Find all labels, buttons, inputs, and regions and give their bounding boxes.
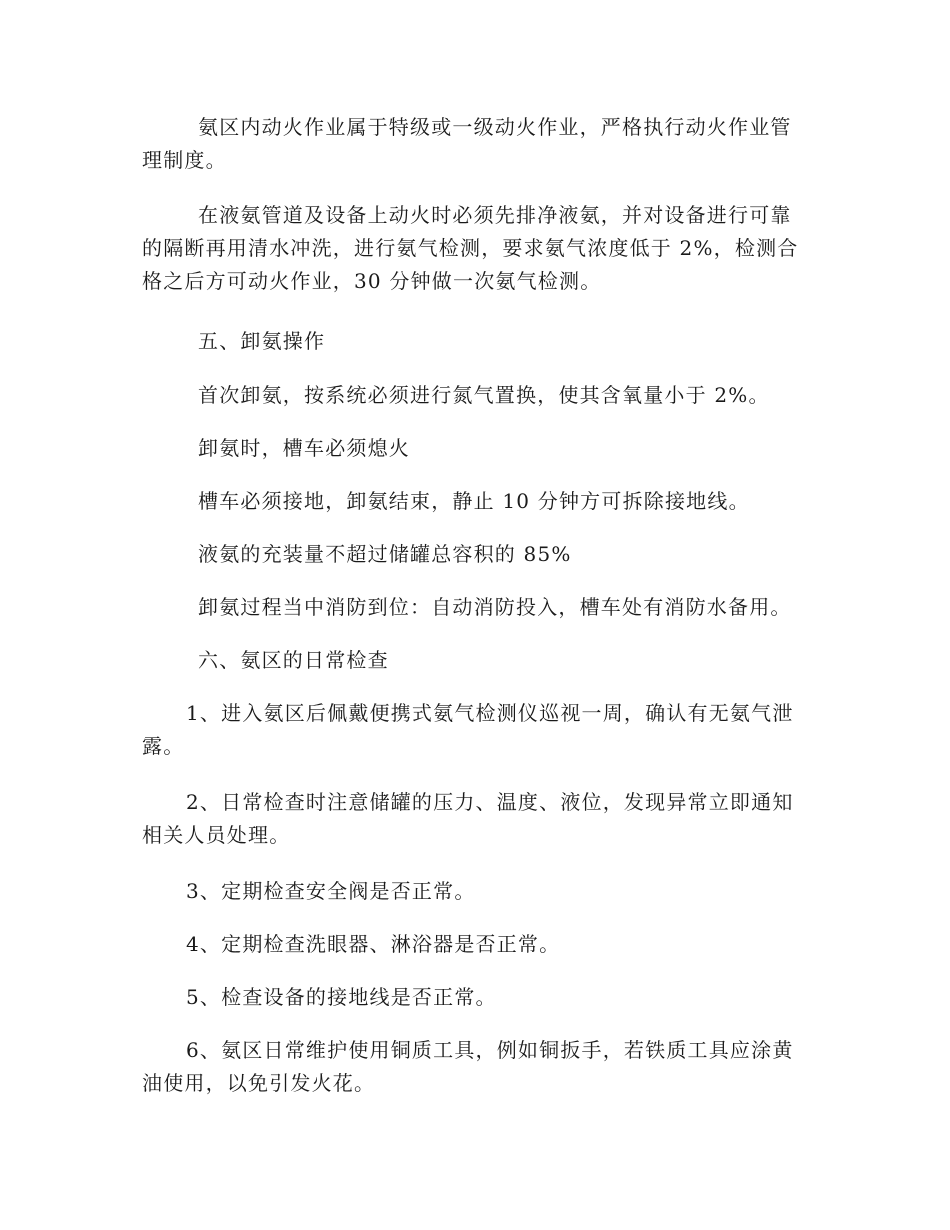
text-line: 卸氨时，槽车必须熄火 (198, 436, 410, 460)
text-line: 格之后方可动火作业，30 分钟做一次氨气检测。 (142, 269, 602, 293)
text-line: 首次卸氨，按系统必须进行氮气置换，使其含氧量小于 2%。 (198, 383, 770, 407)
list-item-5 (142, 981, 810, 1014)
text-line: 卸氨过程当中消防到位：自动消防投入，槽车处有消防水备用。 (198, 595, 792, 619)
section-heading-unloading (142, 325, 810, 358)
paragraph-grounding (142, 485, 810, 518)
text-line: 氨区内动火作业属于特级或一级动火作业，严格执行动火作业管 (198, 115, 792, 139)
text-line: 4、定期检查洗眼器、淋浴器是否正常。 (186, 932, 561, 956)
list-item-6 (142, 1034, 810, 1100)
section-heading: 五、卸氨操作 (198, 329, 326, 353)
paragraph-engine-off (142, 432, 810, 465)
text-line: 5、检查设备的接地线是否正常。 (186, 985, 497, 1009)
text-line: 槽车必须接地，卸氨结束，静止 10 分钟方可拆除接地线。 (198, 489, 750, 513)
text-line: 1、进入氨区后佩戴便携式氨气检测仪巡视一周，确认有无氨气泄 (186, 701, 794, 725)
text-line: 的隔断再用清水冲洗，进行氨气检测，要求氨气浓度低于 2%，检测合 (142, 236, 799, 260)
text-line: 露。 (142, 734, 185, 758)
paragraph-hot-work-level (142, 111, 810, 177)
section-heading-daily-inspection (142, 644, 810, 677)
text-line: 理制度。 (142, 148, 227, 172)
paragraph-hot-work-procedure (142, 199, 810, 298)
text-line: 相关人员处理。 (142, 823, 291, 847)
text-line: 液氨的充装量不超过储罐总容积的 85% (198, 542, 572, 566)
text-line: 3、定期检查安全阀是否正常。 (186, 879, 476, 903)
list-item-4 (142, 928, 810, 961)
paragraph-fill-limit (142, 538, 810, 571)
list-item-1 (142, 697, 810, 763)
paragraph-fire-protection (142, 591, 810, 624)
paragraph-first-unloading (142, 379, 810, 412)
text-line: 在液氨管道及设备上动火时必须先排净液氨，并对设备进行可靠 (198, 203, 792, 227)
text-line: 2、日常检查时注意储罐的压力、温度、液位，发现异常立即通知 (186, 790, 794, 814)
list-item-2 (142, 786, 810, 852)
section-heading: 六、氨区的日常检查 (198, 648, 389, 672)
list-item-3 (142, 875, 810, 908)
text-line: 油使用，以免引发火花。 (142, 1071, 376, 1095)
text-line: 6、氨区日常维护使用铜质工具，例如铜扳手，若铁质工具应涂黄 (186, 1038, 794, 1062)
